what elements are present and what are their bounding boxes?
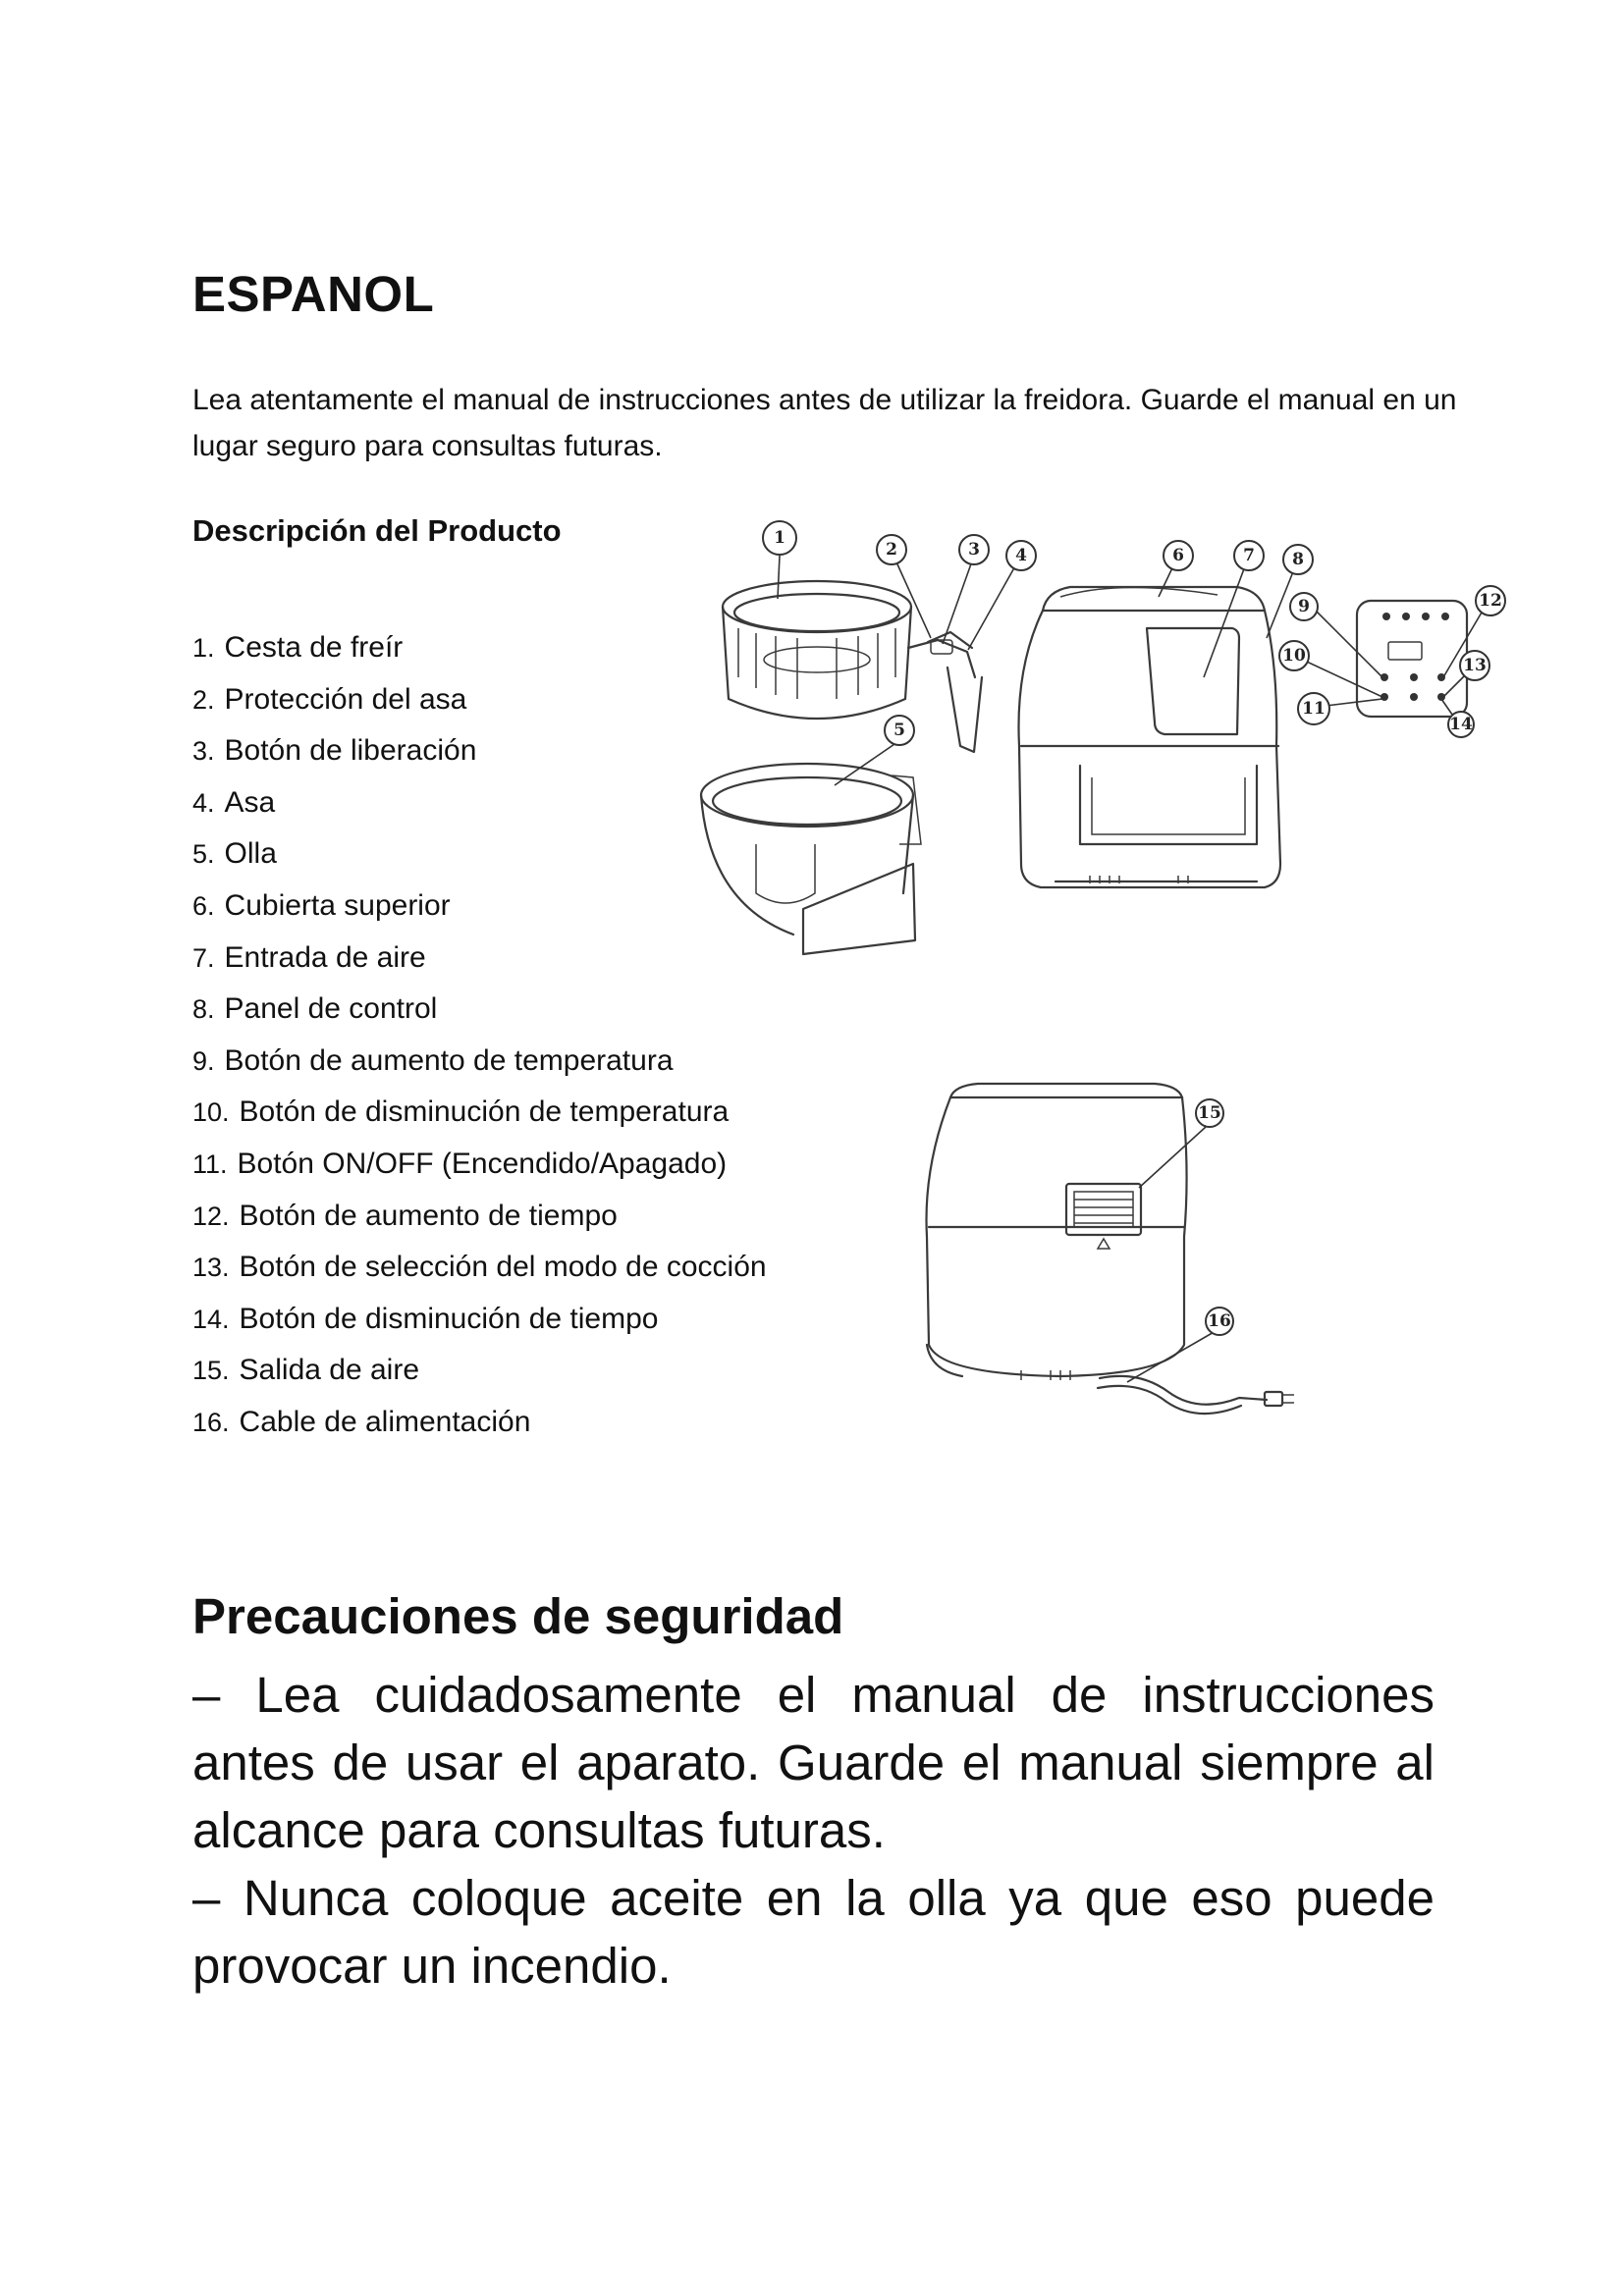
- item-label: Botón de disminución de tiempo: [239, 1302, 659, 1335]
- callout-10: [1279, 641, 1309, 670]
- callout-11-number: 11: [1302, 699, 1326, 719]
- item-label: Cesta de freír: [224, 631, 404, 664]
- callout-14: [1448, 712, 1474, 737]
- callout-8-number: 8: [1292, 550, 1304, 569]
- pot-illustration: [701, 764, 921, 954]
- item-number: 3.: [192, 736, 215, 767]
- item-number: 7.: [192, 942, 215, 973]
- item-label: Botón de liberación: [224, 734, 477, 768]
- rear-view-illustration: [927, 1084, 1295, 1414]
- item-number: 1.: [192, 633, 215, 663]
- callout-11: [1298, 693, 1329, 724]
- product-description-heading: Descripción del Producto: [192, 513, 562, 548]
- callout-6-number: 6: [1172, 546, 1184, 565]
- item-label: Olla: [224, 837, 277, 871]
- callout-13: [1460, 651, 1489, 680]
- callout-3: [959, 535, 989, 564]
- safety-precautions: [192, 1661, 1435, 2000]
- item-number: 4.: [192, 787, 215, 818]
- callout-10-number: 10: [1282, 646, 1306, 666]
- callout-2-number: 2: [886, 540, 897, 560]
- callout-16: [1206, 1308, 1233, 1335]
- safety-item: – Lea cuidadosamente el manual de instrucciones antes de usar el aparato. Guarde el manual siempre al alcance para consultas futuras.: [192, 1667, 1435, 1858]
- callout-7: [1234, 541, 1264, 570]
- item-number: 11.: [192, 1148, 228, 1179]
- item-label: Cable de alimentación: [239, 1405, 531, 1438]
- safety-item: – Nunca coloque aceite en la olla ya que eso puede provocar un incendio.: [192, 1870, 1435, 1994]
- item-number: 8.: [192, 994, 215, 1025]
- safety-heading: Precauciones de seguridad: [192, 1588, 844, 1644]
- fry-basket-illustration: [723, 581, 982, 752]
- item-label: Botón de aumento de temperatura: [224, 1043, 674, 1077]
- item-number: 13.: [192, 1253, 230, 1283]
- item-label: Salida de aire: [239, 1354, 420, 1387]
- callout-4-number: 4: [1015, 546, 1027, 565]
- callout-16-number: 16: [1208, 1311, 1231, 1331]
- item-label: Panel de control: [224, 992, 438, 1026]
- air-fryer-body-illustration: [1019, 587, 1281, 887]
- item-label: Entrada de aire: [224, 940, 426, 974]
- callout-6: [1164, 541, 1193, 570]
- item-label: Botón de disminución de temperatura: [239, 1095, 730, 1129]
- callout-4: [1006, 541, 1036, 570]
- callout-15: [1196, 1099, 1223, 1127]
- callout-5-number: 5: [893, 721, 905, 740]
- callout-1: [763, 521, 796, 555]
- item-number: 14.: [192, 1304, 230, 1334]
- item-number: 12.: [192, 1201, 230, 1231]
- item-number: 16.: [192, 1407, 230, 1437]
- callout-2: [877, 535, 906, 564]
- item-number: 2.: [192, 684, 215, 715]
- callout-15-number: 15: [1198, 1103, 1221, 1123]
- item-label: Botón ON/OFF (Encendido/Apagado): [237, 1147, 728, 1180]
- item-number: 10.: [192, 1097, 230, 1128]
- callout-12-number: 12: [1479, 591, 1502, 611]
- callout-9-number: 9: [1298, 597, 1310, 616]
- callout-3-number: 3: [968, 540, 980, 560]
- item-label: Botón de selección del modo de cocción: [239, 1251, 767, 1284]
- item-number: 5.: [192, 839, 215, 870]
- callout-14-number: 14: [1449, 715, 1473, 734]
- item-label: Cubierta superior: [224, 888, 451, 922]
- callout-1-number: 1: [774, 528, 785, 548]
- item-label: Botón de aumento de tiempo: [239, 1199, 618, 1232]
- callout-7-number: 7: [1243, 546, 1255, 565]
- item-number: 6.: [192, 890, 215, 921]
- item-number: 9.: [192, 1045, 215, 1076]
- callout-13-number: 13: [1463, 656, 1487, 675]
- item-number: 15.: [192, 1356, 230, 1386]
- control-panel-illustration: [1357, 601, 1467, 717]
- item-label: Protección del asa: [224, 682, 467, 716]
- callout-8: [1283, 545, 1313, 574]
- callout-5: [885, 716, 914, 745]
- callout-12: [1476, 586, 1505, 615]
- page-title: ESPANOL: [192, 266, 435, 322]
- intro-paragraph: Lea atentamente el manual de instrucciones antes de utilizar la freidora. Guarde el manual en un lugar seguro para consultas futuras.: [192, 384, 1457, 462]
- callout-9: [1290, 593, 1318, 620]
- item-label: Asa: [224, 785, 276, 819]
